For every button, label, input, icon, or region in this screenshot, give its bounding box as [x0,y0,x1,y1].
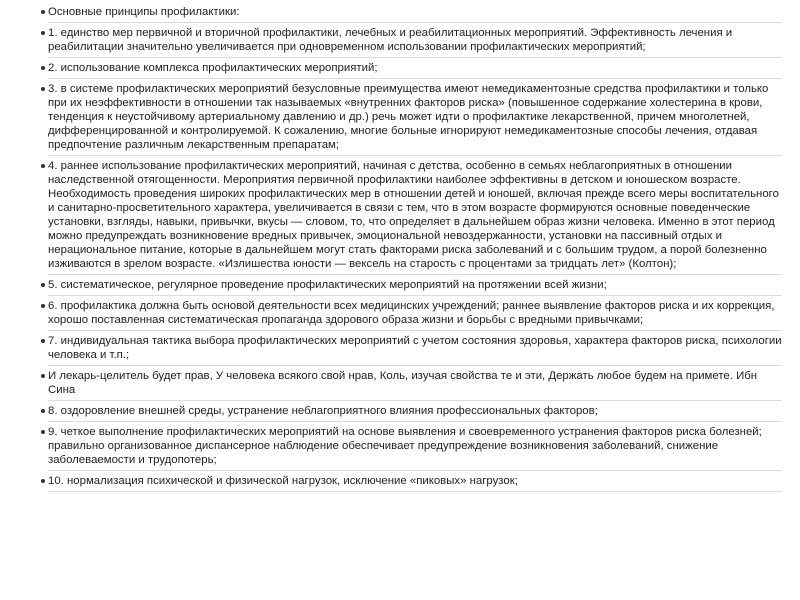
list-item-10: 10. нормализация психической и физической нагрузок, исключение «пиковых» нагрузок; [48,473,782,492]
list-item-3: 3. в системе профилактических мероприятий безусловные преимущества имеют немедикаментозные средства профилактики и только при их неэффективности в отношении так называемых «внутренних факторов риска» (повышенное содержание холестерина в крови, тенденция к неустойчивому артериальному давлению и др.) речь может идти о профилактике лекарственной, причем многолетней, дифференцированной и контролируемой. К сожалению, многие больные игнорируют немедикаментозные способы лечения, отдавая предпочтение различным лекарственным препаратам; [48,81,782,156]
list-item-heading: Основные принципы профилактики: [48,4,782,23]
principles-list [48,4,782,492]
list-item-9: 9. четкое выполнение профилактических мероприятий на основе выявления и своевременного устранения факторов риска болезней; правильно организованное диспансерное наблюдение обеспечивает предупреждение возникновения заболеваний, снижение заболеваемости и трудопотерь; [48,424,782,471]
list-item-2: 2. использование комплекса профилактических мероприятий; [48,60,782,79]
list-item-7: 7. индивидуальная тактика выбора профилактических мероприятий с учетом состояния здоровья, характера факторов риска, психологии человека и т.п.; [48,333,782,366]
list-item-6: 6. профилактика должна быть основой деятельности всех медицинских учреждений; раннее выявление факторов риска и их коррекция, хорошо поставленная систематическая пропаганда здорового образа жизни и борьбы с вредными привычками; [48,298,782,331]
list-item-5: 5. систематическое, регулярное проведение профилактических мероприятий на протяжении всей жизни; [48,277,782,296]
list-item-8: 8. оздоровление внешней среды, устранение неблагоприятного влияния профессиональных факторов; [48,403,782,422]
list-item-quote: И лекарь-целитель будет прав, У человека всякого свой нрав, Коль, изучая свойства те и эти, Держать любое будем на примете. Ибн Сина [48,368,782,401]
list-item-1: 1. единство мер первичной и вторичной профилактики, лечебных и реабилитационных мероприятий. Эффективность лечения и реабилитации значительно увеличивается при одновременном использовании профилактических мероприятий; [48,25,782,58]
list-item-4: 4. раннее использование профилактических мероприятий, начиная с детства, особенно в семьях неблагоприятных в отношении наследственной отягощенности. Мероприятия первичной профилактики наиболее эффективны в детском и юношеском возрасте. Необходимость проведения широких профилактических мер в отношении детей и юношей, включая прежде всего меры воспитательного и санитарно-просветительного характера, увеличивается в связи с тем, что в этом возрасте формируются основные поведенческие установки, взгляды, навыки, привычки, вкусы — словом, то, что определяет в дальнейшем образ жизни человека. Именно в этот период можно предупреждать возникновение вредных привычек, эмоциональной невоздержанности, установки на пассивный отдых и нерациональное питание, которые в дальнейшем могут стать факторами риска заболеваний и с большим трудом, а порой болезненно изживаются в зрелом возрасте. «Излишества юности — вексель на старость с процентами за тридцать лет» (Колтон); [48,158,782,275]
